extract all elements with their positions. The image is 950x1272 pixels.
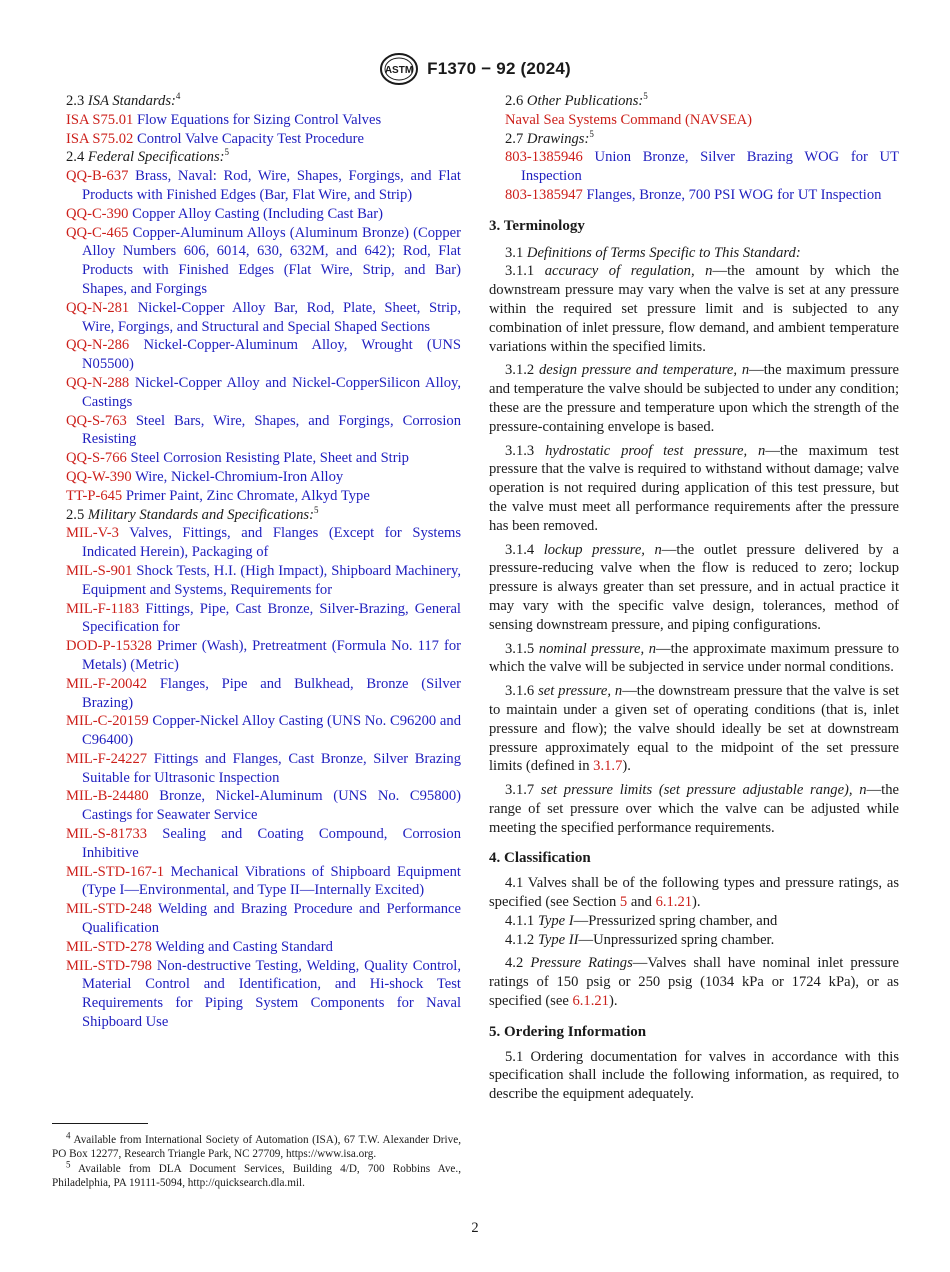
reference-code[interactable]: QQ-W-390 (66, 468, 132, 485)
definition-paragraph: 3.1.3 hydrostatic proof test pressure, n—the maximum test pressure that the valve is required to withstand without damage; valve operation is not required during application of this test pressure, but the valve must meet all performance requirements after the pressure has been removed. (489, 442, 899, 534)
reference-item: MIL-F-20042 Flanges, Pipe and Bulkhead, Bronze (Silver Brazing) (66, 675, 461, 711)
reference-item: MIL-V-3 Valves, Fittings, and Flanges (Except for Systems Indicated Herein), Packaging of (66, 525, 461, 561)
reference-code[interactable]: QQ-C-390 (66, 205, 129, 222)
definition-paragraph: 3.1.1 accuracy of regulation, n—the amount by which the downstream pressure may vary when the valve is set at any pressure within the required set pressure limit and is subjected to any combination of inlet pressure, flow demand, and ambient temperature variations within the specified limits. (489, 263, 899, 355)
definition-paragraph: 3.1.5 nominal pressure, n—the approximate maximum pressure to which the valve will be subjected in service under normal conditions. (489, 640, 899, 676)
reference-code[interactable]: DOD-P-15328 (66, 638, 152, 655)
reference-code[interactable]: MIL-S-901 (66, 562, 133, 579)
reference-item: QQ-B-637 Brass, Naval: Rod, Wire, Shapes, Forgings, and Flat Products with Finished Edges (Bar, Flat Wire, and Strip) (66, 168, 461, 203)
reference-item: MIL-STD-167-1 Mechanical Vibrations of Shipboard Equipment (Type I—Environmental, and Type II—Internally Excited) (66, 863, 461, 899)
reference-code[interactable]: QQ-N-281 (66, 299, 130, 316)
reference-item: MIL-F-1183 Fittings, Pipe, Cast Bronze, Silver-Brazing, General Specification for (66, 600, 461, 636)
reference-item: MIL-C-20159 Copper-Nickel Alloy Casting (UNS No. C96200 and C96400) (66, 713, 461, 749)
reference-code[interactable]: MIL-F-20042 (66, 675, 148, 692)
section-2-4-heading: 2.4 Federal Specifications:$^5$ (66, 147, 229, 166)
footnote-divider (52, 1123, 148, 1124)
reference-item: TT-P-645 Primer Paint, Zinc Chromate, Alkyd Type (66, 487, 370, 504)
reference-item: MIL-S-81733 Sealing and Coating Compound, Corrosion Inhibitive (66, 826, 461, 861)
footnote: $^4$ Available from International Society of Automation (ISA), 67 T.W. Alexander Drive, PO Box 12277, Research Triangle Park, NC 27709, https://www.isa.org. (52, 1130, 461, 1161)
reference-code[interactable]: MIL-F-1183 (66, 600, 140, 617)
reference-code[interactable]: ISA S75.02 (66, 130, 134, 147)
section-2-3-heading: 2.3 ISA Standards:$^4$ (66, 91, 181, 109)
reference-code[interactable]: MIL-STD-167-1 (66, 863, 165, 880)
reference-code[interactable]: QQ-N-288 (66, 374, 130, 391)
reference-code[interactable]: TT-P-645 (66, 487, 123, 504)
reference-item: MIL-S-901 Shock Tests, H.I. (High Impact), Shipboard Machinery, Equipment and Systems, Requirements for (66, 562, 461, 598)
reference-code[interactable]: ISA S75.01 (66, 111, 134, 128)
reference-item: MIL-F-24227 Fittings and Flanges, Cast Bronze, Silver Brazing Suitable for Ultrasonic Inspection (66, 750, 461, 786)
reference-item (489, 111, 899, 130)
reference-item: QQ-C-390 Copper Alloy Casting (Including Cast Bar) (66, 205, 383, 222)
left-column (66, 92, 461, 1032)
reference-code[interactable]: MIL-STD-798 (66, 957, 152, 974)
cross-reference-link[interactable]: 6.1.21 (655, 894, 693, 911)
reference-code[interactable]: MIL-V-3 (66, 525, 119, 542)
reference-item: ISA S75.01 Flow Equations for Sizing Control Valves (66, 111, 382, 128)
reference-item: QQ-C-465 Copper-Aluminum Alloys (Aluminum Bronze) (Copper Alloy Numbers 606, 6014, 630, 632M, and 642); Rod, Flat Products with Finished Edges (Flat Wire, Strip, and Bar) Shapes, and Forgings (66, 224, 461, 297)
reference-item: MIL-STD-248 Welding and Brazing Procedure and Performance Qualification (66, 901, 462, 937)
definition-paragraph: 3.1.2 design pressure and temperature, n—the maximum pressure and temperature the valve should be subjected to under any condition; these are the pressure and temperature upon which the strength of the pressure-containing envelope is based. (489, 362, 899, 435)
reference-code[interactable]: QQ-B-637 (66, 168, 129, 185)
reference-code[interactable]: QQ-C-465 (66, 224, 129, 241)
paragraph-5-1: 5.1 Ordering documentation for valves in accordance with this specification shall include the following information, as required, to describe the equipment adequately. (489, 1048, 899, 1103)
footnotes (52, 1130, 461, 1191)
reference-code[interactable]: 803-1385946 (505, 149, 583, 166)
reference-item: QQ-N-281 Nickel-Copper Alloy Bar, Rod, Plate, Sheet, Strip, Wire, Forgings, and Structural and Special Shaped Sections (66, 299, 461, 335)
reference-item: MIL-STD-798 Non-destructive Testing, Welding, Quality Control, Material Control and Identification, and Hi-shock Test Requirements for Piping System Components for Naval Shipboard Use (66, 957, 461, 1031)
page-header (0, 52, 950, 86)
reference-item: MIL-STD-278 Welding and Casting Standard (66, 938, 333, 955)
reference-code[interactable]: MIL-S-81733 (66, 826, 148, 843)
svg-text:ASTM: ASTM (384, 65, 414, 76)
reference-item: 803-1385947 Flanges, Bronze, 700 PSI WOG for UT Inspection (505, 186, 882, 203)
section-3-heading: 3. Terminology (489, 217, 585, 234)
paragraph-4-2: 4.2 Pressure Ratings—Valves shall have nominal inlet pressure ratings of 150 psig or 250 psig (1034 kPa or 1724 kPa), or as specified (see 6.1.21). (489, 955, 900, 1010)
section-5-heading: 5. Ordering Information (489, 1023, 647, 1040)
reference-item: QQ-N-288 Nickel-Copper Alloy and Nickel-CopperSilicon Alloy, Castings (66, 374, 461, 410)
reference-item: ISA S75.02 Control Valve Capacity Test Procedure (66, 130, 364, 147)
paragraph-4-1: 4.1 Valves shall be of the following types and pressure ratings, as specified (see Section 5 and 6.1.21). (489, 875, 899, 911)
paragraph-4-1-2: 4.1.2 Type II—Unpressurized spring chamber. (505, 931, 775, 948)
definition-paragraph: 3.1.6 set pressure, n—the downstream pressure that the valve is set to maintain under a given set of operating conditions (that is, inlet pressure and flow); the valve should ideally be set at downstream pressure approximately equal to the midpoint of the set pressure limits (defined in 3.1.7). (489, 683, 899, 775)
paragraph-3-1: 3.1 Definitions of Terms Specific to This Standard: (505, 244, 801, 261)
reference-item: DOD-P-15328 Primer (Wash), Pretreatment (Formula No. 117 for Metals) (Metric) (66, 638, 461, 673)
reference-code[interactable]: Naval Sea Systems Command (NAVSEA) (505, 111, 752, 128)
paragraph-4-1-1: 4.1.1 Type I—Pressurized spring chamber, and (505, 912, 778, 929)
reference-item: MIL-B-24480 Bronze, Nickel-Aluminum (UNS No. C95800) Castings for Seawater Service (66, 788, 461, 824)
section-4-heading: 4. Classification (489, 850, 591, 867)
footnote: $^5$ Available from DLA Document Services, Building 4/D, 700 Robbins Ave., Philadelphia, PA 19111-5094, http://quicksearch.dla.mil. (52, 1159, 461, 1190)
reference-code[interactable]: QQ-S-766 (66, 450, 127, 467)
reference-code[interactable]: 803-1385947 (505, 186, 583, 203)
reference-code[interactable]: MIL-C-20159 (66, 713, 149, 730)
reference-item: QQ-S-763 Steel Bars, Wire, Shapes, and Forgings, Corrosion Resisting (66, 412, 461, 448)
reference-code[interactable]: MIL-STD-278 (66, 938, 152, 955)
definition-paragraph: 3.1.4 lockup pressure, n—the outlet pressure delivered by a pressure-reducing valve when the flow is reduced to zero; lockup pressure is always greater than set pressure, and in actual practice it may vary with the specific valve design, tolerances, method of sensing downstream pressure, and piping configurations. (489, 541, 899, 633)
page-number: 2 (471, 1220, 479, 1236)
document-id: F1370 − 92 (2024) (427, 59, 571, 78)
reference-item: QQ-S-766 Steel Corrosion Resisting Plate, Sheet and Strip (66, 450, 409, 467)
cross-reference-link[interactable]: 5 (619, 894, 628, 911)
cross-reference-link[interactable]: 3.1.7 (593, 758, 623, 775)
section-2-5-heading: 2.5 Military Standards and Specifications:$^5$ (66, 504, 319, 523)
reference-code[interactable]: MIL-B-24480 (66, 788, 149, 805)
definition-paragraph: 3.1.7 set pressure limits (set pressure adjustable range), n—the range of set pressure over which the valve can be adjusted while meeting the specified performance requirements. (489, 782, 899, 836)
reference-code[interactable]: MIL-STD-248 (66, 901, 152, 918)
astm-logo-icon (379, 52, 419, 86)
reference-code[interactable]: MIL-F-24227 (66, 750, 148, 767)
reference-code[interactable]: QQ-S-763 (66, 412, 127, 429)
cross-reference-link[interactable]: 6.1.21 (572, 993, 609, 1010)
reference-item: 803-1385946 Union Bronze, Silver Brazing WOG for UT Inspection (505, 149, 899, 185)
reference-item: QQ-W-390 Wire, Nickel-Chromium-Iron Alloy (66, 468, 344, 485)
reference-item: QQ-N-286 Nickel-Copper-Aluminum Alloy, Wrought (UNS N05500) (66, 337, 461, 373)
reference-code[interactable]: QQ-N-286 (66, 337, 130, 354)
right-column (489, 92, 899, 1104)
section-2-6-heading: 2.6 Other Publications:$^5$ (505, 91, 648, 109)
section-2-7-heading: 2.7 Drawings:$^5$ (505, 128, 594, 147)
